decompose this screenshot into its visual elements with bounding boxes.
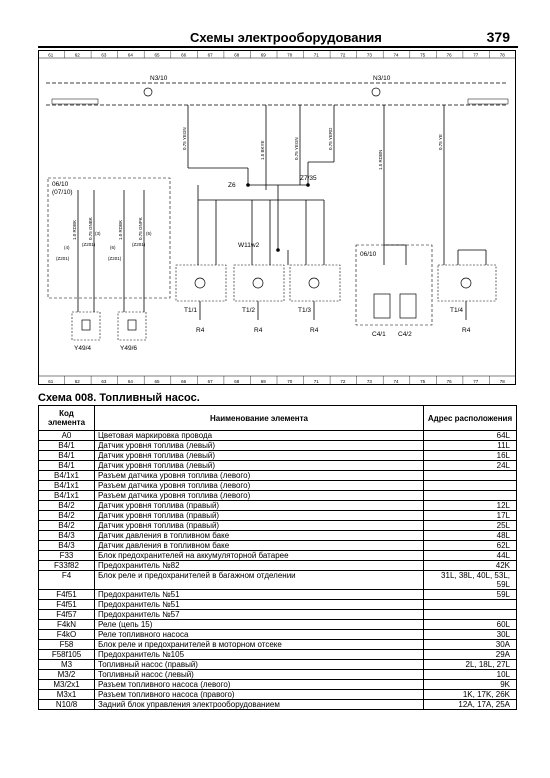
table-row bbox=[39, 670, 517, 680]
elements-table bbox=[38, 405, 517, 710]
header-rule bbox=[38, 46, 518, 48]
grid-number: 69 bbox=[260, 52, 266, 58]
component-label: T1/4 bbox=[450, 307, 464, 314]
cell-name: Топливный насос (правый) bbox=[95, 660, 424, 670]
ground-label: R4 bbox=[310, 327, 319, 334]
cell-name: Разъем топливного насоса (левого) bbox=[95, 680, 424, 690]
wire-label: 1.0 RDBK bbox=[72, 219, 77, 240]
component-label: T1/3 bbox=[298, 307, 312, 314]
cell-address: 42K bbox=[424, 561, 517, 571]
table-row bbox=[39, 650, 517, 660]
table-row bbox=[39, 571, 517, 590]
cell-code: B4/2 bbox=[39, 521, 95, 531]
grid-number: 65 bbox=[154, 52, 160, 58]
cell-name: Датчик уровня топлива (правый) bbox=[95, 521, 424, 531]
wiring-diagram-svg bbox=[38, 50, 516, 386]
cell-address: 16L bbox=[424, 451, 517, 461]
cell-code: F4f51 bbox=[39, 590, 95, 600]
grid-number: 70 bbox=[287, 52, 293, 58]
header-address: Адрес расположения bbox=[424, 406, 517, 431]
bus-label-left: N3/10 bbox=[150, 75, 168, 82]
cell-code: B4/3 bbox=[39, 531, 95, 541]
cell-name: Реле (цепь 15) bbox=[95, 620, 424, 630]
valve-y49-6 bbox=[118, 312, 146, 340]
cell-address: 17L bbox=[424, 511, 517, 521]
table-row bbox=[39, 521, 517, 531]
grid-number: 74 bbox=[393, 52, 399, 58]
cell-address bbox=[424, 481, 517, 491]
table-row bbox=[39, 660, 517, 670]
component-label: C4/1 bbox=[372, 331, 386, 338]
cell-code: M3/2x1 bbox=[39, 680, 95, 690]
connector-label: (Z201) bbox=[132, 242, 146, 247]
sensor-t1-1 bbox=[176, 265, 226, 301]
table-row bbox=[39, 431, 517, 441]
grid-number: 68 bbox=[234, 52, 240, 58]
grid-number: 77 bbox=[473, 379, 479, 384]
cell-address: 9K bbox=[424, 680, 517, 690]
bus-symbol-right bbox=[372, 88, 380, 96]
table-row bbox=[39, 620, 517, 630]
grid-number: 63 bbox=[101, 52, 107, 58]
cell-name: Предохранитель №82 bbox=[95, 561, 424, 571]
diagram-caption: Схема 008. Топливный насос. bbox=[38, 392, 200, 404]
module-box-left bbox=[48, 178, 170, 298]
cell-address: 10L bbox=[424, 670, 517, 680]
sensor-t1-4 bbox=[438, 265, 496, 301]
cell-name: Датчик уровня топлива (левый) bbox=[95, 441, 424, 451]
grid-numbers-bottom bbox=[38, 376, 505, 384]
cell-address: 29A bbox=[424, 650, 517, 660]
cell-address: 44L bbox=[424, 551, 517, 561]
wire-label: 0.75 YE bbox=[438, 134, 443, 150]
module-label: 06/10 bbox=[52, 181, 69, 188]
valve-y49-4 bbox=[72, 312, 100, 340]
cell-address: 12L bbox=[424, 501, 517, 511]
connector-label: (4) bbox=[64, 245, 70, 250]
cell-address: 12A, 17A, 25A bbox=[424, 700, 517, 710]
cell-name: Предохранитель №57 bbox=[95, 610, 424, 620]
sensor-icon bbox=[461, 278, 471, 288]
grid-number: 64 bbox=[127, 379, 133, 384]
cell-name: Датчик давления в топливном баке bbox=[95, 531, 424, 541]
cell-address: 64L bbox=[424, 431, 517, 441]
cell-address: 30L bbox=[424, 630, 517, 640]
cell-code: B4/2 bbox=[39, 511, 95, 521]
connector-label: (Z201) bbox=[82, 242, 96, 247]
ground-label: R4 bbox=[462, 327, 471, 334]
cell-address: 2L, 18L, 27L bbox=[424, 660, 517, 670]
sensor-icon bbox=[309, 278, 319, 288]
grid-number: 62 bbox=[74, 52, 80, 58]
coil-icon bbox=[128, 320, 136, 330]
grid-number: 66 bbox=[181, 379, 187, 384]
cell-code: B4/1x1 bbox=[39, 471, 95, 481]
cell-code: A0 bbox=[39, 431, 95, 441]
grid-number: 78 bbox=[499, 52, 505, 58]
grid-number: 67 bbox=[207, 379, 213, 384]
cell-address: 62L bbox=[424, 541, 517, 551]
table-row bbox=[39, 600, 517, 610]
grid-number: 75 bbox=[420, 379, 426, 384]
ground-label: R4 bbox=[196, 327, 205, 334]
cell-address bbox=[424, 610, 517, 620]
grid-number: 69 bbox=[260, 379, 266, 384]
table-row bbox=[39, 511, 517, 521]
cell-name: Датчик давления в топливном баке bbox=[95, 541, 424, 551]
cell-code: M3x1 bbox=[39, 690, 95, 700]
cell-name: Датчик уровня топлива (правый) bbox=[95, 501, 424, 511]
table-row bbox=[39, 680, 517, 690]
component-label: Y49/6 bbox=[120, 345, 137, 352]
cell-code: B4/3 bbox=[39, 541, 95, 551]
component-label: T1/2 bbox=[242, 307, 256, 314]
cell-code: F4f57 bbox=[39, 610, 95, 620]
cell-code: B4/2 bbox=[39, 501, 95, 511]
cell-code: F33f82 bbox=[39, 561, 95, 571]
cell-address: 48L bbox=[424, 531, 517, 541]
connector-label: (3) bbox=[95, 231, 101, 236]
cell-code: F33 bbox=[39, 551, 95, 561]
grid-number: 71 bbox=[313, 52, 319, 58]
grid-number: 70 bbox=[287, 379, 293, 384]
table-row bbox=[39, 640, 517, 650]
grid-numbers-top bbox=[38, 50, 505, 58]
grid-number: 73 bbox=[366, 379, 372, 384]
table-row bbox=[39, 630, 517, 640]
cell-code: B4/1 bbox=[39, 441, 95, 451]
table-row bbox=[39, 561, 517, 571]
module-label-alt: (07/10) bbox=[52, 189, 73, 196]
wire-label: 1.0 RDBK bbox=[118, 219, 123, 240]
table-row bbox=[39, 541, 517, 551]
cell-name: Предохранитель №105 bbox=[95, 650, 424, 660]
cell-address: 24L bbox=[424, 461, 517, 471]
table-row bbox=[39, 441, 517, 451]
connector-label: (6) bbox=[110, 245, 116, 250]
component-label: C4/2 bbox=[398, 331, 412, 338]
cell-name: Цветовая маркировка провода bbox=[95, 431, 424, 441]
cell-address bbox=[424, 491, 517, 501]
cell-code: B4/1 bbox=[39, 461, 95, 471]
connector-label: (Z201) bbox=[56, 256, 70, 261]
page-number: 379 bbox=[486, 29, 510, 45]
cell-code: F58 bbox=[39, 640, 95, 650]
grid-number: 62 bbox=[74, 379, 80, 384]
ground-symbols bbox=[200, 301, 466, 320]
splice-dot-w11 bbox=[276, 248, 280, 252]
cell-code: F4kO bbox=[39, 630, 95, 640]
cell-name: Датчик уровня топлива (левый) bbox=[95, 461, 424, 471]
bus-label-right: N3/10 bbox=[373, 75, 391, 82]
table-row bbox=[39, 690, 517, 700]
wire-label: 0.75 YEGN bbox=[182, 127, 187, 150]
connector-label: (5) bbox=[146, 231, 152, 236]
grid-number: 63 bbox=[101, 379, 107, 384]
cell-name: Разъем топливного насоса (правого) bbox=[95, 690, 424, 700]
grid-number: 78 bbox=[499, 379, 505, 384]
cell-address: 59L bbox=[424, 590, 517, 600]
cell-code: F58f105 bbox=[39, 650, 95, 660]
capacitor-c4-1 bbox=[374, 294, 390, 318]
grid-number: 65 bbox=[154, 379, 160, 384]
wire-label: 0.75 GNPK bbox=[138, 217, 143, 240]
cell-name: Разъем датчика уровня топлива (левого) bbox=[95, 491, 424, 501]
grid-number: 76 bbox=[446, 379, 452, 384]
grid-number: 72 bbox=[340, 379, 346, 384]
splice-label-z7: Z7/35 bbox=[300, 175, 317, 182]
cell-name: Разъем датчика уровня топлива (левого) bbox=[95, 471, 424, 481]
table-header-row bbox=[39, 406, 517, 431]
table-row bbox=[39, 461, 517, 471]
cell-code: F4 bbox=[39, 571, 95, 590]
cell-address: 25L bbox=[424, 521, 517, 531]
cell-address: 30A bbox=[424, 640, 517, 650]
cell-code: B4/1x1 bbox=[39, 481, 95, 491]
connector-label: (Z201) bbox=[108, 256, 122, 261]
grid-number: 72 bbox=[340, 52, 346, 58]
cell-name: Блок реле и предохранителей в багажном отделении bbox=[95, 571, 424, 590]
module-label: 06/10 bbox=[360, 251, 377, 258]
table-row bbox=[39, 590, 517, 600]
cell-code: B4/1 bbox=[39, 451, 95, 461]
table-row bbox=[39, 610, 517, 620]
sensor-icon bbox=[253, 278, 263, 288]
cell-name: Задний блок управления электрооборудованием bbox=[95, 700, 424, 710]
splice-label-w11: W11w2 bbox=[238, 242, 260, 249]
module-left-wires bbox=[78, 190, 144, 312]
component-label: T1/1 bbox=[184, 307, 198, 314]
ground-label: R4 bbox=[254, 327, 263, 334]
grid-number: 64 bbox=[127, 52, 133, 58]
table-row bbox=[39, 491, 517, 501]
cell-name: Датчик уровня топлива (правый) bbox=[95, 511, 424, 521]
cell-address bbox=[424, 471, 517, 481]
cell-name: Предохранитель №51 bbox=[95, 600, 424, 610]
table-row bbox=[39, 551, 517, 561]
cell-code: F4kN bbox=[39, 620, 95, 630]
cell-address: 60L bbox=[424, 620, 517, 630]
grid-number: 76 bbox=[446, 52, 452, 58]
sensor-t1-2 bbox=[234, 265, 284, 301]
coil-icon bbox=[82, 320, 90, 330]
cell-name: Блок предохранителей на аккумуляторной батарее bbox=[95, 551, 424, 561]
cell-code: F4f51 bbox=[39, 600, 95, 610]
splice-label-z6: Z6 bbox=[228, 182, 236, 189]
table-row bbox=[39, 700, 517, 710]
wire-label: 0.75 GNBK bbox=[88, 217, 93, 240]
cell-name: Блок реле и предохранителей в моторном отсеке bbox=[95, 640, 424, 650]
header-code: Код элемента bbox=[39, 406, 95, 431]
cell-address: 11L bbox=[424, 441, 517, 451]
sensor-t1-3 bbox=[290, 265, 340, 301]
page-header bbox=[38, 28, 518, 48]
grid-number: 61 bbox=[48, 379, 54, 384]
table-row bbox=[39, 531, 517, 541]
grid-number: 68 bbox=[234, 379, 240, 384]
wire-label: 0.75 YERD bbox=[328, 127, 333, 150]
cell-name: Предохранитель №51 bbox=[95, 590, 424, 600]
grid-number: 75 bbox=[420, 52, 426, 58]
cell-name: Топливный насос (левый) bbox=[95, 670, 424, 680]
bus-pins-right bbox=[468, 99, 508, 104]
wire-label: 1.5 BKYE bbox=[260, 140, 265, 160]
cell-address: 31L, 38L, 40L, 53L, 59L bbox=[424, 571, 517, 590]
grid-number: 67 bbox=[207, 52, 213, 58]
cell-address bbox=[424, 600, 517, 610]
wire-label: 0.75 YEGN bbox=[294, 137, 299, 160]
bus-symbol-left bbox=[144, 88, 152, 96]
cell-name: Реле топливного насоса bbox=[95, 630, 424, 640]
grid-number: 61 bbox=[48, 52, 54, 58]
grid-number: 73 bbox=[366, 52, 372, 58]
splice-dot-z6 bbox=[246, 183, 250, 187]
grid-number: 77 bbox=[473, 52, 479, 58]
table-row bbox=[39, 471, 517, 481]
table-row bbox=[39, 501, 517, 511]
page-title: Схемы электрооборудования bbox=[190, 30, 382, 45]
cell-code: B4/1x1 bbox=[39, 491, 95, 501]
cell-code: M3 bbox=[39, 660, 95, 670]
wiring-diagram bbox=[38, 50, 516, 386]
table-row bbox=[39, 481, 517, 491]
splice-dot-z7 bbox=[306, 183, 310, 187]
sensor-icon bbox=[195, 278, 205, 288]
cell-code: M3/2 bbox=[39, 670, 95, 680]
header-name: Наименование элемента bbox=[95, 406, 424, 431]
table-body bbox=[39, 431, 517, 710]
table-row bbox=[39, 451, 517, 461]
capacitor-c4-2 bbox=[400, 294, 416, 318]
bus-pins-left bbox=[52, 99, 98, 104]
grid-number: 66 bbox=[181, 52, 187, 58]
cell-name: Разъем датчика уровня топлива (левого) bbox=[95, 481, 424, 491]
cell-code: N10/8 bbox=[39, 700, 95, 710]
cell-address: 1K, 17K, 26K bbox=[424, 690, 517, 700]
wire-label: 1.5 RDBN bbox=[378, 149, 383, 170]
cell-name: Датчик уровня топлива (левый) bbox=[95, 451, 424, 461]
component-label: Y49/4 bbox=[74, 345, 91, 352]
grid-number: 71 bbox=[313, 379, 319, 384]
grid-number: 74 bbox=[393, 379, 399, 384]
